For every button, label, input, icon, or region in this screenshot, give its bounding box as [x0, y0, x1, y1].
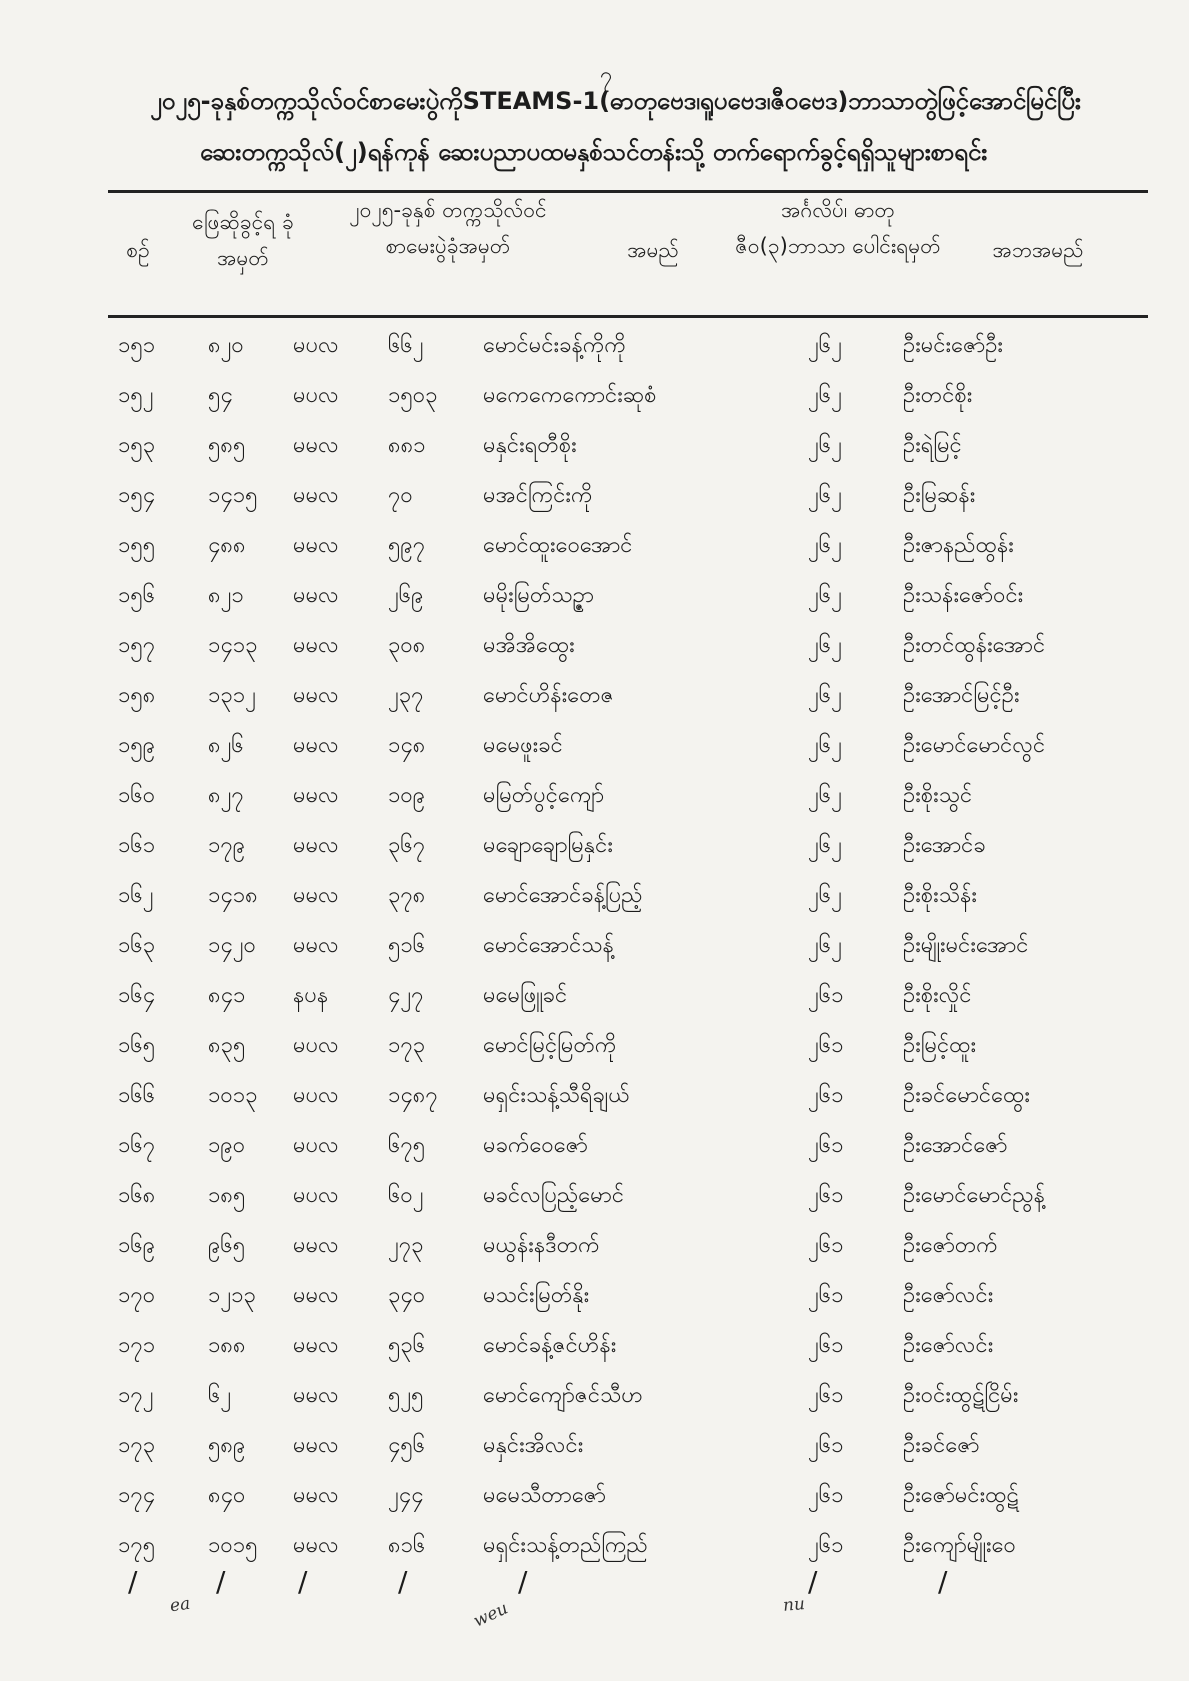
- row-serial-no: ၁၆၂: [118, 883, 154, 908]
- row-region-code: မမလ: [293, 883, 339, 908]
- row-total-marks: ၂၆၂: [808, 483, 842, 508]
- row-seat-no: ၉၆၅: [208, 1233, 246, 1258]
- table-row: [108, 322, 1148, 372]
- row-exam-seat-no: ၆၆၂: [388, 333, 424, 358]
- row-total-marks: ၂၆၂: [808, 533, 842, 558]
- row-father-name: ဦးခင်မောင်ထွေး: [903, 1083, 1030, 1108]
- row-seat-no: ၈၂၀: [208, 333, 244, 358]
- table-row: [108, 722, 1148, 772]
- row-total-marks: ၂၆၁: [808, 1433, 844, 1458]
- row-region-code: မပလ: [293, 1083, 339, 1108]
- row-serial-no: ၁၆၈: [118, 1183, 156, 1208]
- row-total-marks: ၂၆၁: [808, 1483, 844, 1508]
- row-total-marks: ၂၆၁: [808, 1183, 844, 1208]
- table-row: [108, 1272, 1148, 1322]
- row-region-code: မမလ: [293, 1383, 339, 1408]
- row-serial-no: ၁၆၀: [118, 783, 156, 808]
- row-father-name: ဦးအောင်ခ: [903, 833, 986, 858]
- table-row: [108, 622, 1148, 672]
- row-student-name: မနှင်းရတီစိုး: [483, 433, 577, 458]
- header-exam-seat-no: ၂၀၂၅-ခုနှစ် တက္ကသိုလ်ဝင် စာမေးပွဲခုံအမှတ်: [349, 198, 547, 258]
- row-student-name: မမေဖူးခင်: [483, 733, 563, 758]
- row-region-code: မမလ: [293, 533, 339, 558]
- end-slash: /: [216, 1565, 226, 1598]
- page-number: ၇: [600, 63, 613, 88]
- row-student-name: မခက်ဝေဇော်: [483, 1133, 588, 1158]
- row-father-name: ဦးသန်းဇော်ဝင်း: [903, 583, 1024, 608]
- row-father-name: ဦးမင်းဇော်ဦး: [903, 333, 1004, 358]
- row-region-code: နပန: [293, 983, 329, 1008]
- row-seat-no: ၁၄၁၅: [208, 483, 258, 508]
- end-slash: /: [398, 1565, 408, 1598]
- row-region-code: မမလ: [293, 783, 339, 808]
- header-name: အမည်: [627, 238, 679, 262]
- row-region-code: မမလ: [293, 683, 339, 708]
- handwritten-initials: weu: [470, 1598, 512, 1632]
- row-exam-seat-no: ၃၀၈: [388, 633, 426, 658]
- document-title-line-2: ဆေးတက္ကသိုလ်(၂)ရန်ကုန် ဆေးပညာပထမနှစ်သင်တန်းသို့ တက်ရောက်ခွင့်ရရှိသူများစာရင်း: [200, 138, 988, 166]
- row-father-name: ဦးတင်စိုး: [903, 383, 973, 408]
- row-father-name: ဦးစိုးသိန်း: [903, 883, 977, 908]
- table-row: [108, 1022, 1148, 1072]
- row-father-name: ဦးစိုးလှိုင်: [903, 983, 972, 1008]
- row-total-marks: ၂၆၂: [808, 683, 842, 708]
- row-serial-no: ၁၆၇: [118, 1133, 156, 1158]
- header-serial-no: စဉ်: [126, 238, 150, 262]
- row-total-marks: ၂၆၂: [808, 933, 842, 958]
- row-seat-no: ၆၂: [208, 1383, 232, 1408]
- table-row: [108, 922, 1148, 972]
- row-region-code: မပလ: [293, 333, 339, 358]
- row-total-marks: ၂၆၁: [808, 1033, 844, 1058]
- table-row: [108, 1122, 1148, 1172]
- table-header: [108, 192, 1148, 312]
- row-seat-no: ၈၂၇: [208, 783, 244, 808]
- end-marks: [108, 1565, 1148, 1645]
- row-student-name: မအင်ကြင်းကို: [483, 483, 593, 508]
- table-row: [108, 522, 1148, 572]
- row-father-name: ဦးခင်ဇော်: [903, 1433, 980, 1458]
- row-serial-no: ၁၇၀: [118, 1283, 156, 1308]
- row-student-name: မချောချောမြနှင်း: [483, 833, 613, 858]
- row-region-code: မမလ: [293, 1233, 339, 1258]
- row-seat-no: ၁၀၁၃: [208, 1083, 258, 1108]
- row-seat-no: ၈၂၆: [208, 733, 244, 758]
- row-seat-no: ၁၄၁၈: [208, 883, 258, 908]
- end-slash: /: [938, 1565, 948, 1598]
- table-row: [108, 472, 1148, 522]
- row-region-code: မမလ: [293, 483, 339, 508]
- row-serial-no: ၁၇၂: [118, 1383, 154, 1408]
- row-exam-seat-no: ၇၀: [388, 483, 413, 508]
- row-serial-no: ၁၆၅: [118, 1033, 156, 1058]
- row-student-name: မခင်လပြည့်မောင်: [483, 1183, 625, 1208]
- table-body: [108, 322, 1148, 1572]
- row-region-code: မမလ: [293, 583, 339, 608]
- row-region-code: မမလ: [293, 933, 339, 958]
- header-seat-no: ဖြေဆိုခွင့်ရ ခုံအမှတ်: [192, 210, 294, 270]
- row-exam-seat-no: ၁၇၃: [388, 1033, 426, 1058]
- row-seat-no: ၁၀၁၅: [208, 1533, 258, 1558]
- table-row: [108, 1422, 1148, 1472]
- row-father-name: ဦးမြင့်ထူး: [903, 1033, 977, 1058]
- row-father-name: ဦးရဲမြင့်: [903, 433, 962, 458]
- row-father-name: ဦးဇော်လင်း: [903, 1333, 994, 1358]
- row-total-marks: ၂၆၁: [808, 1333, 844, 1358]
- row-region-code: မပလ: [293, 1183, 339, 1208]
- row-father-name: ဦးမြဆန်း: [903, 483, 976, 508]
- row-serial-no: ၁၅၃: [118, 433, 156, 458]
- row-father-name: ဦးမောင်မောင်ညွန့်: [903, 1183, 1045, 1208]
- row-region-code: မမလ: [293, 633, 339, 658]
- row-exam-seat-no: ၂၄၄: [388, 1483, 424, 1508]
- row-exam-seat-no: ၃၆၇: [388, 833, 426, 858]
- row-region-code: မပလ: [293, 1133, 339, 1158]
- row-total-marks: ၂၆၂: [808, 833, 842, 858]
- row-student-name: မောင်ထူးဝေအောင်: [483, 533, 633, 558]
- row-student-name: မောင်အောင်သန့်: [483, 933, 614, 958]
- row-student-name: မနှင်းအိလင်း: [483, 1433, 584, 1458]
- row-exam-seat-no: ၆၀၂: [388, 1183, 424, 1208]
- row-student-name: မောင်ကျော်ဇင်သီဟ: [483, 1383, 643, 1408]
- row-exam-seat-no: ၃၄၀: [388, 1283, 426, 1308]
- table-row: [108, 822, 1148, 872]
- row-serial-no: ၁၅၁: [118, 333, 156, 358]
- row-exam-seat-no: ၁၅၀၃: [388, 383, 438, 408]
- row-seat-no: ၅၄: [208, 383, 233, 408]
- row-father-name: ဦးဇော်တက်: [903, 1233, 998, 1258]
- row-student-name: မရှင်းသန့်သီရိချယ်: [483, 1083, 630, 1108]
- row-region-code: မမလ: [293, 733, 339, 758]
- row-total-marks: ၂၆၁: [808, 1233, 844, 1258]
- handwritten-initials: ea: [168, 1593, 192, 1617]
- row-father-name: ဦးဇော်လင်း: [903, 1283, 994, 1308]
- row-total-marks: ၂၆၂: [808, 433, 842, 458]
- row-father-name: ဦးစိုးသွင်: [903, 783, 973, 808]
- row-father-name: ဦးတင်ထွန်းအောင်: [903, 633, 1046, 658]
- table-row: [108, 672, 1148, 722]
- row-exam-seat-no: ၄၅၆: [388, 1433, 426, 1458]
- row-serial-no: ၁၆၃: [118, 933, 156, 958]
- row-total-marks: ၂၆၂: [808, 783, 842, 808]
- row-serial-no: ၁၇၃: [118, 1433, 156, 1458]
- row-student-name: မအိအိထွေး: [483, 633, 575, 658]
- row-seat-no: ၈၄၀: [208, 1483, 246, 1508]
- row-region-code: မမလ: [293, 1433, 339, 1458]
- row-exam-seat-no: ၁၀၉: [388, 783, 426, 808]
- row-father-name: ဦးဝင်းထွဋ်ငြိမ်း: [903, 1383, 1019, 1408]
- row-student-name: မောင်ဟိန်းတေဇ: [483, 683, 614, 708]
- row-exam-seat-no: ၅၁၆: [388, 933, 426, 958]
- row-serial-no: ၁၅၅: [118, 533, 156, 558]
- row-serial-no: ၁၆၆: [118, 1083, 156, 1108]
- row-serial-no: ၁၇၄: [118, 1483, 156, 1508]
- row-student-name: မသင်းမြတ်နိုး: [483, 1283, 590, 1308]
- row-region-code: မပလ: [293, 1033, 339, 1058]
- row-seat-no: ၁၈၈: [208, 1333, 246, 1358]
- row-father-name: ဦးကျော်မျိုးဝေ: [903, 1533, 1016, 1558]
- end-slash: /: [808, 1565, 818, 1598]
- row-exam-seat-no: ၅၃၆: [388, 1333, 426, 1358]
- row-student-name: မမေဖြူခင်: [483, 983, 568, 1008]
- table-row: [108, 1072, 1148, 1122]
- row-father-name: ဦးအောင်ဇော်: [903, 1133, 1008, 1158]
- table-row: [108, 1172, 1148, 1222]
- handwritten-initials: nu: [782, 1594, 806, 1616]
- row-total-marks: ၂၆၂: [808, 633, 842, 658]
- row-total-marks: ၂၆၁: [808, 1383, 844, 1408]
- row-seat-no: ၁၄၁၃: [208, 633, 258, 658]
- row-seat-no: ၅၈၅: [208, 433, 246, 458]
- row-seat-no: ၄၈၈: [208, 533, 246, 558]
- row-exam-seat-no: ၅၂၅: [388, 1383, 424, 1408]
- row-serial-no: ၁၅၄: [118, 483, 156, 508]
- header-total-marks: အင်္ဂလိပ်၊ ဓာတု ဇီဝ(၃)ဘာသာ ပေါင်းရမှတ်: [735, 198, 941, 258]
- row-student-name: မမြတ်ပွင့်ကျော်: [483, 783, 604, 808]
- row-total-marks: ၂၆၁: [808, 1133, 844, 1158]
- row-serial-no: ၁၆၄: [118, 983, 156, 1008]
- row-seat-no: ၁၉၀: [208, 1133, 246, 1158]
- row-total-marks: ၂၆၁: [808, 1533, 844, 1558]
- row-seat-no: ၈၂၁: [208, 583, 244, 608]
- end-slash: /: [128, 1565, 138, 1598]
- row-exam-seat-no: ၃၇၈: [388, 883, 426, 908]
- row-seat-no: ၁၃၁၂: [208, 683, 256, 708]
- row-region-code: မမလ: [293, 1533, 339, 1558]
- row-seat-no: ၅၈၉: [208, 1433, 246, 1458]
- table-row: [108, 972, 1148, 1022]
- row-seat-no: ၈၄၁: [208, 983, 246, 1008]
- row-total-marks: ၂၆၂: [808, 383, 842, 408]
- row-exam-seat-no: ၄၂၇: [388, 983, 424, 1008]
- row-exam-seat-no: ၂၃၇: [388, 683, 424, 708]
- row-student-name: မယွန်းနဒီတက်: [483, 1233, 600, 1258]
- row-serial-no: ၁၅၆: [118, 583, 156, 608]
- row-seat-no: ၈၃၅: [208, 1033, 246, 1058]
- row-total-marks: ၂၆၂: [808, 583, 842, 608]
- row-serial-no: ၁၅၇: [118, 633, 156, 658]
- row-student-name: မမေသီတာဇော်: [483, 1483, 606, 1508]
- table-row: [108, 1222, 1148, 1272]
- table-row: [108, 572, 1148, 622]
- row-exam-seat-no: ၂၇၃: [388, 1233, 424, 1258]
- row-serial-no: ၁၅၉: [118, 733, 156, 758]
- row-serial-no: ၁၅၈: [118, 683, 156, 708]
- row-exam-seat-no: ၅၉၇: [388, 533, 426, 558]
- table-row: [108, 772, 1148, 822]
- row-region-code: မမလ: [293, 433, 339, 458]
- table-row: [108, 372, 1148, 422]
- row-father-name: ဦးဇော်မင်းထွဋ်: [903, 1483, 1019, 1508]
- row-serial-no: ၁၆၉: [118, 1233, 156, 1258]
- row-student-name: မကေကေကောင်းဆုစံ: [483, 383, 657, 408]
- table-row: [108, 1372, 1148, 1422]
- row-father-name: ဦးဇာနည်ထွန်း: [903, 533, 1014, 558]
- row-exam-seat-no: ၈၈၁: [388, 433, 426, 458]
- row-student-name: မရှင်းသန့်တည်ကြည်: [483, 1533, 648, 1558]
- row-student-name: မောင်မင်းခန့်ကိုကို: [483, 333, 626, 358]
- row-serial-no: ၁၇၅: [118, 1533, 156, 1558]
- row-father-name: ဦးမျိုးမင်းအောင်: [903, 933, 1029, 958]
- row-father-name: ဦးမောင်မောင်လွင်: [903, 733, 1046, 758]
- row-student-name: မောင်မြင့်မြတ်ကို: [483, 1033, 617, 1058]
- row-serial-no: ၁၇၁: [118, 1333, 156, 1358]
- row-student-name: မောင်အောင်ခန့်ပြည့်: [483, 883, 643, 908]
- table-header-rule: [108, 315, 1148, 318]
- end-slash: /: [298, 1565, 308, 1598]
- row-seat-no: ၁၇၉: [208, 833, 246, 858]
- row-student-name: မောင်ခန့်ဇင်ဟိန်း: [483, 1333, 617, 1358]
- row-seat-no: ၁၈၅: [208, 1183, 246, 1208]
- row-seat-no: ၁၂၁၃: [208, 1283, 256, 1308]
- row-student-name: မမိုးမြတ်သဉ္ဇာ: [483, 583, 594, 608]
- end-slash: /: [518, 1565, 528, 1598]
- row-serial-no: ၁၆၁: [118, 833, 156, 858]
- table-row: [108, 1472, 1148, 1522]
- row-exam-seat-no: ၆၇၅: [388, 1133, 426, 1158]
- row-exam-seat-no: ၈၁၆: [388, 1533, 426, 1558]
- row-exam-seat-no: ၂၆၉: [388, 583, 424, 608]
- row-total-marks: ၂၆၂: [808, 733, 842, 758]
- row-father-name: ဦးအောင်မြင့်ဦး: [903, 683, 1020, 708]
- row-exam-seat-no: ၁၄၈၇: [388, 1083, 438, 1108]
- row-serial-no: ၁၅၂: [118, 383, 154, 408]
- row-region-code: မမလ: [293, 1283, 339, 1308]
- table-row: [108, 1322, 1148, 1372]
- table-row: [108, 872, 1148, 922]
- row-region-code: မမလ: [293, 1483, 339, 1508]
- row-seat-no: ၁၄၂၀: [208, 933, 256, 958]
- row-region-code: မပလ: [293, 383, 339, 408]
- row-exam-seat-no: ၁၄၈: [388, 733, 426, 758]
- row-total-marks: ၂၆၂: [808, 333, 842, 358]
- row-region-code: မမလ: [293, 1333, 339, 1358]
- document-title-line-1: ၂၀၂၅-ခုနှစ်တက္ကသိုလ်ဝင်စာမေးပွဲကိုSTEAMS-1(ဓာတုဗေဒ၊ရူပဗေဒ၊ဇီဝဗေဒ)ဘာသာတွဲဖြင့်အောင်မြင်ပြီး: [150, 87, 1082, 115]
- header-father-name: အဘအမည်: [992, 238, 1084, 262]
- row-region-code: မမလ: [293, 833, 339, 858]
- row-total-marks: ၂၆၁: [808, 1283, 844, 1308]
- row-total-marks: ၂၆၁: [808, 1083, 844, 1108]
- row-total-marks: ၂၆၂: [808, 883, 842, 908]
- row-total-marks: ၂၆၁: [808, 983, 844, 1008]
- table-row: [108, 422, 1148, 472]
